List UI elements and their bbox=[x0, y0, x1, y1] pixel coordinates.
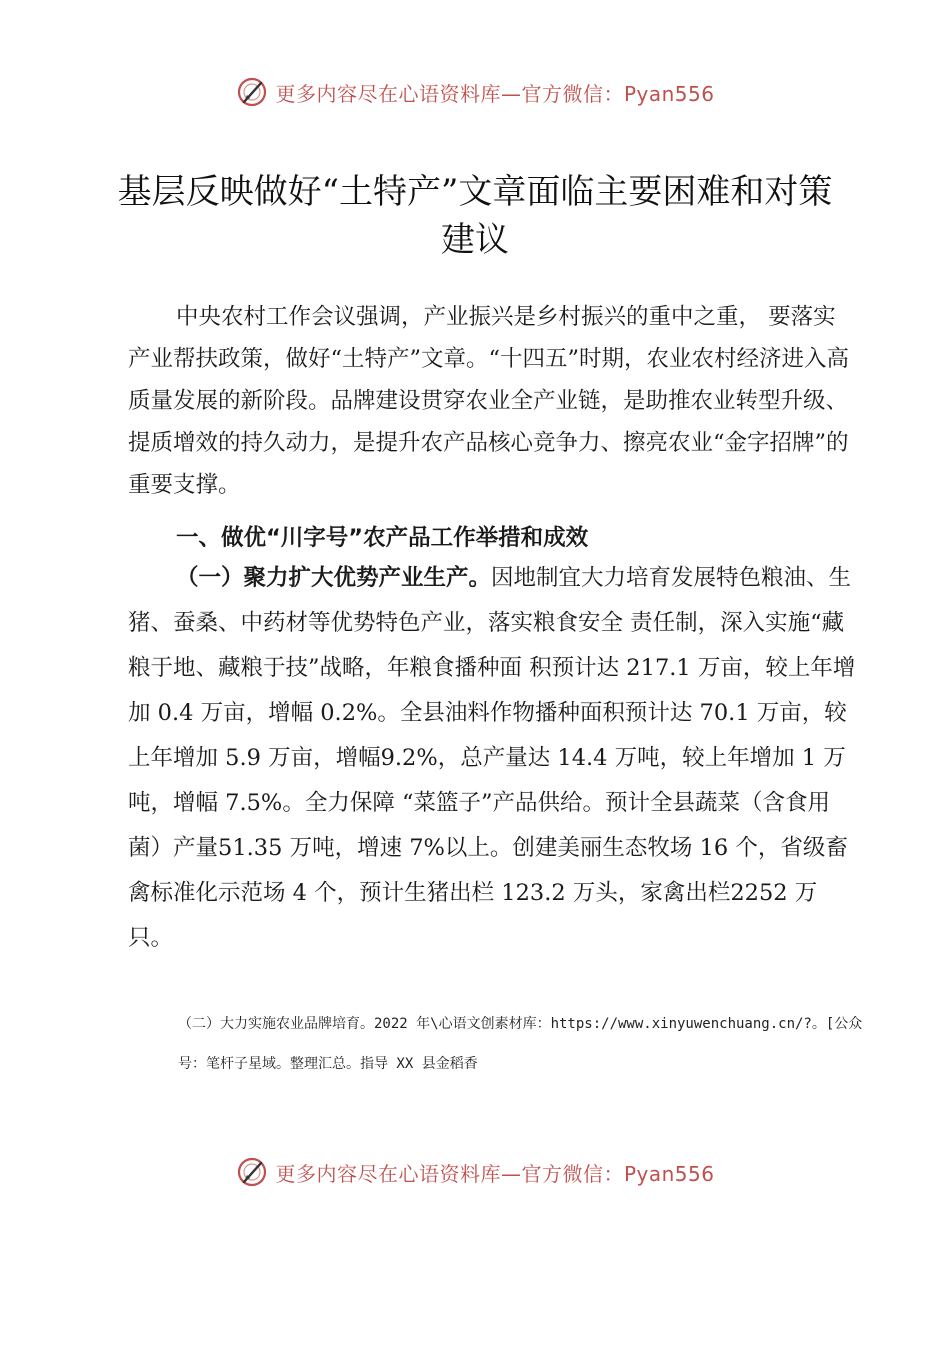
brush-logo-icon bbox=[235, 1155, 269, 1189]
footnote: （二）大力实施农业品牌培育。2022 年\心语文创素材库：https://www.xinyuwenchuang.cn/?。[公众号：笔杆子星域。整理汇总。指导 XX 县金稻香 bbox=[178, 1016, 863, 1072]
banner-text: 更多内容尽在心语资料库—官方微信：Pyan556 bbox=[275, 81, 715, 106]
brush-logo-icon bbox=[235, 75, 269, 109]
footer-banner bbox=[0, 1152, 950, 1192]
section-paragraph bbox=[128, 556, 856, 961]
header-banner bbox=[0, 72, 950, 112]
intro-paragraph: 中央农村工作会议强调，产业振兴是乡村振兴的重中之重， 要落实产业帮扶政策，做好“土特产”文章。“十四五”时期，农业农村经济进入高质量发展的新阶段。品牌建设贯穿农业全产业链，是助推农业转型升级、提质增效的持久动力，是提升农产品核心竞争力、擦亮农业“金字招牌”的重要支撑。 bbox=[128, 304, 850, 498]
banner-text: 更多内容尽在心语资料库—官方微信：Pyan556 bbox=[275, 1161, 715, 1186]
page-title: 基层反映做好“土特产”文章面临主要困难和对策建议 bbox=[117, 172, 833, 260]
subsection-title: （一）聚力扩大优势产业生产。 bbox=[176, 565, 492, 591]
section-body: 因地制宜大力培育发展特色粮油、生猪、蚕桑、中药材等优势特色产业，落实粮食安全 责任制，深入实施“藏粮于地、藏粮于技”战略，年粮食播种面 积预计达 217.1 万亩，较上年增加 0.4 万亩，增幅 0.2%。全县油料作物播种面积预计达 70.1 万亩，较上年增加 5.9 万亩，增幅9.2%，总产量达 14.4 万吨，较上年增加 1 万吨，增幅 7.5%。全力保障 “菜篮子”产品供给。预计全县蔬菜（含食用菌）产量51.35 万吨，增速 7%以上。创建美丽生态牧场 16 个，省级畜禽标准化示范场 4 个，预计生猪出栏 123.2 万头，家禽出栏2252 万只。 bbox=[128, 565, 856, 951]
section-heading: 一、做优“川字号”农产品工作举措和成效 bbox=[176, 525, 589, 551]
